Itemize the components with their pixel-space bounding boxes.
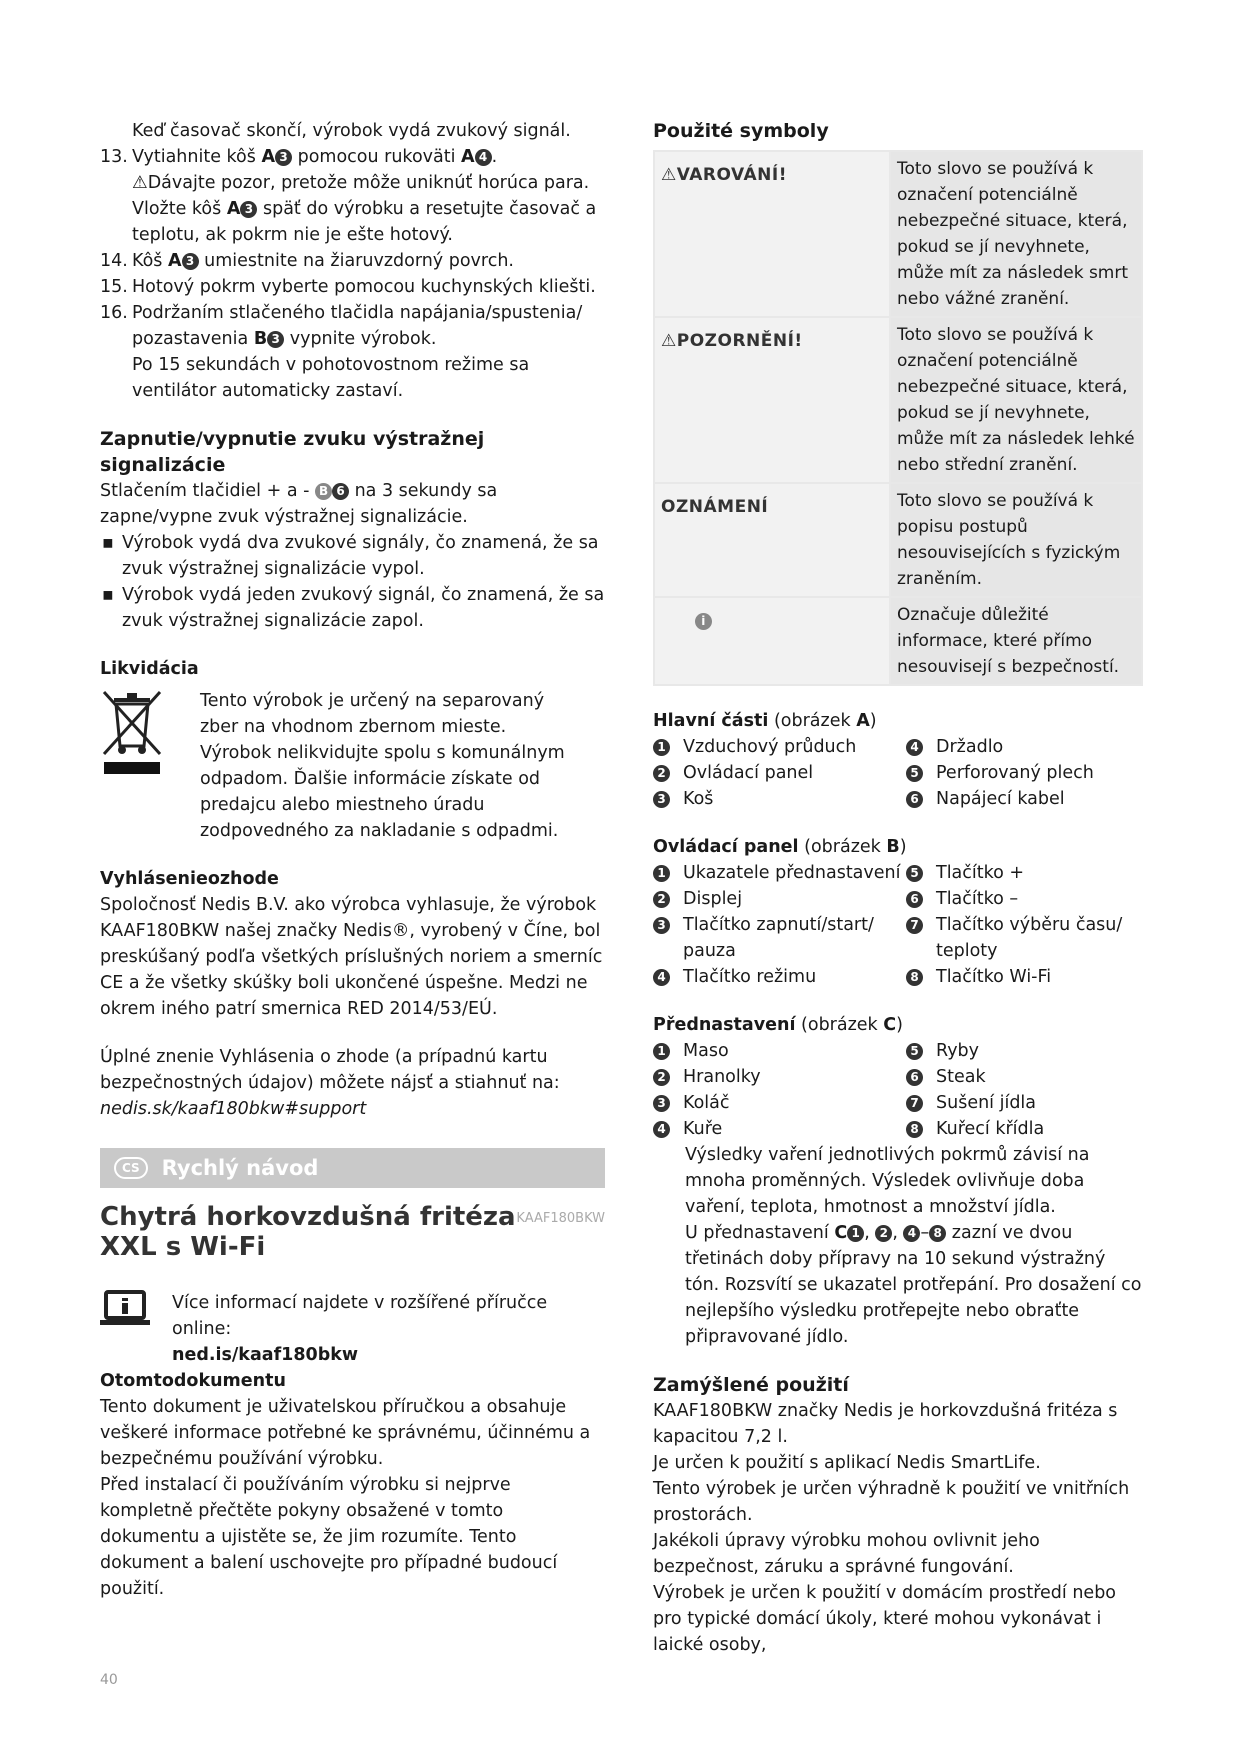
model-number: KAAF180BKW [516,1211,605,1226]
number-badge: 4 [906,739,923,756]
presets-list [653,1038,1143,1142]
number-badge: 6 [906,891,923,908]
list-item: 2 Displej [653,886,906,912]
table-row: ⚠VAROVÁNÍ! Toto slovo se používá k označení potenciálně nebezpečné situace, která, pokud se jí nevyhnete, může mít za následek smrt nebo vážné zranění. [655,152,1141,316]
list-item: 6 Steak [906,1064,1143,1090]
symbols-table [653,150,1143,686]
number-badge: 1 [653,739,670,756]
step-14: 14. Kôš A 3 umiestnite na žiaruvzdorný povrch. [100,251,514,271]
quick-guide-banner [100,1148,605,1188]
number-badge: 2 [653,891,670,908]
conformity-text: Spoločnosť Nedis B.V. ako výrobca vyhlasuje, že výrobok KAAF180BKW našej značky Nedis®, vyrobený v Číne, bol preskúšaný podľa všetkých príslušných noriem a smerníc CE a že všetky skúšky boli ukončené úspešne. Medzi ne okrem iného patrí smernica RED 2014/53/EÚ. [100,895,603,1019]
about-title: Otomtodokumentu [100,1371,286,1391]
number-badge: 1 [653,1043,670,1060]
laptop-info-icon [100,1290,150,1368]
right-column: Použité symboly ⚠VAROVÁNÍ! Toto slovo se používá k označení potenciálně nebezpečné situace, která, pokud se jí nevyhnete, může mít za následek smrt nebo vážné zranění. ⚠POZORNĚNÍ! Toto slovo se používá k označení potenciálně nebezpečné situace, která, pokud se jí nevyhnete, může mít za následek lehké nebo střední zranění. OZNÁMENÍ Toto slovo se používá k popisu postupů nesouvisejících s fyzickým zraněním. i Označuje důležité informace, které přímo nesouvisejí s bezpečností. Hlavní části (obrázek A) 1 Vzduchový průduch 4 Držadlo 2 Ovládací panel 5 Perforovaný plech 3 Koš 6 Napájecí kabel Ovládací panel (obrázek B) 1 Ukazatele přednastavení 5 Tlačítko + 2 Displej 6 Tlačítko – 3 Tlačítko zapnutí/start/ pauza 7 Tlačítko výběru času/ teploty 4 Tlačítko režimu 8 Tlačítko Wi-Fi Přednastavení (obrázek C) 1 Maso 5 Ryby 2 Hranolky 6 Steak 3 Koláč 7 Sušení jídla 4 Kuře 8 Kuřecí křídla Výsledky vaření jednotlivých pokrmů závisí na mnoha proměnných. Výsledek ovlivňuje doba vaření, teplota, hmotnost a množství jídla. U přednastavení C 1 , 2 , 4 – 8 zazní ve dvou třetinách doby přípravy na 10 sekund výstražný tón. Rozsvítí se ukazatel protřepání. Pro dosažení co nejlepšího výsledku protřepejte nebo obraťte připravované jídlo. Zamýšlené použití KAAF180BKW značky Nedis je horkovzdušná fritéza s kapacitou 7,2 l. Je určen k použití s aplikací Nedis SmartLife. Tento výrobek je určen výhradně k použití ve vnitřních prostorách. Jakékoli úpravy výrobku mohou ovlivnit jeho bezpečnost, záruku a správné fungování. Výrobek je určen k použití v domácím prostředí nebo pro typické domácí úkoly, které mohou vykonávat i laické osoby, [653,120,1142,1655]
number-badge: 4 [653,1121,670,1138]
list-item: 3 Koš [653,786,906,812]
step-13: 13. Vytiahnite kôš A 3 pomocou rukoväti A 4 . [100,147,498,167]
online-manual-info: Více informací najdete v rozšířené příručce online: ned.is/kaaf180bkw [100,1290,605,1368]
presets-note-2: U přednastavení C 1 , 2 , 4 – 8 zazní ve dvou třetinách doby přípravy na 10 sekund výstražný tón. Rozsvítí se ukazatel protřepání. Pro dosažení co nejlepšího výsledku protřepejte nebo obraťte připravované jídlo. [685,1223,1142,1347]
about-text-1: Tento dokument je uživatelskou příručkou a obsahuje veškeré informace potřebné ke správnému, účinnému a bezpečnému používání výrobku. [100,1397,591,1469]
conformity-title: Vyhlásenieozhode [100,869,279,889]
symbols-title: Použité symboly [653,120,829,142]
conformity-link[interactable]: nedis.sk/kaaf180bkw#support [100,1099,367,1119]
callout-badge: 3 [240,201,257,218]
callout-badge: 6 [332,483,349,500]
step-16: 16. Podržaním stlačeného tlačidla napájania/spustenia/ pozastavenia B 3 vypnite výrobok. [100,303,583,349]
list-item: ▪ Výrobok vydá jeden zvukový signál, čo znamená, že sa zvuk výstražnej signalizácie zapol. [102,585,605,631]
disposal-block [100,688,605,844]
number-badge: 8 [906,969,923,986]
list-item: 7 Tlačítko výběru času/ teploty [906,912,1143,964]
presets-title: Přednastavení (obrázek C) [653,1015,903,1035]
number-badge: 1 [653,865,670,882]
product-title: Chytrá horkovzdušná fritéza XXL s Wi-Fi KAAF180BKW [100,1202,605,1262]
list-item: 2 Hranolky [653,1064,906,1090]
list-item: 3 Tlačítko zapnutí/start/ pauza [653,912,906,964]
list-item: 4 Kuře [653,1116,906,1142]
number-badge: 7 [906,917,923,934]
number-badge: 7 [906,1095,923,1112]
step-16-note: Po 15 sekundách v pohotovostnom režime sa ventilátor automaticky zastaví. [132,355,530,401]
parts-title: Hlavní části (obrázek A) [653,711,877,731]
step-13-note: Vložte kôš A 3 späť do výrobku a resetujte časovač a teplotu, ak pokrm nie je ešte hotový. [132,199,597,245]
list-item: 8 Kuřecí křídla [906,1116,1143,1142]
page-number: 40 [100,1672,118,1688]
disposal-title: Likvidácia [100,659,199,679]
table-row: i Označuje důležité informace, které přímo nesouvisejí s bezpečností. [655,598,1141,684]
language-badge: CS [114,1157,148,1179]
list-item: 1 Vzduchový průduch [653,734,906,760]
intended-use-title: Zamýšlené použití [653,1374,849,1396]
step-13-warning: ⚠Dávajte pozor, pretože môže uniknúť horúca para. [132,173,590,193]
list-item: ▪ Výrobok vydá dva zvukové signály, čo znamená, že sa zvuk výstražnej signalizácie vypol. [102,533,599,579]
list-item: 5 Tlačítko + [906,860,1143,886]
manual-link[interactable]: ned.is/kaaf180bkw [172,1345,359,1365]
number-badge: 3 [653,791,670,808]
list-item: 1 Maso [653,1038,906,1064]
caution-icon: ⚠ [661,331,677,351]
list-item: 2 Ovládací panel [653,760,906,786]
panel-title: Ovládací panel (obrázek B) [653,837,907,857]
list-item: 6 Tlačítko – [906,886,1143,912]
panel-list [653,860,1143,990]
warning-icon: ⚠ [661,165,677,185]
table-row: ⚠POZORNĚNÍ! Toto slovo se používá k označení potenciálně nebezpečné situace, která, pokud se jí nevyhnete, může mít za následek lehké nebo střední zranění. [655,318,1141,482]
callout-badge: 4 [475,149,492,166]
about-text-2: Před instalací či používáním výrobku si nejprve kompletně přečtěte pokyny obsažené v tomto dokumentu a ujistěte se, že jim rozumíte. Tento dokument a balení uschovejte pro případné budoucí použití. [100,1475,558,1599]
list-item: 8 Tlačítko Wi-Fi [906,964,1143,990]
conformity-text-2: Úplné znenie Vyhlásenia o zhode (a prípadnú kartu bezpečnostných údajov) môžete nájsť a stiahnuť na: [100,1047,560,1093]
number-badge: 5 [906,865,923,882]
list-item: 4 Držadlo [906,734,1143,760]
number-badge: 5 [906,1043,923,1060]
list-item: 4 Tlačítko režimu [653,964,906,990]
callout-badge: 3 [182,253,199,270]
list-item: 5 Ryby [906,1038,1143,1064]
callout-badge: 3 [267,331,284,348]
parts-list [653,734,1143,812]
presets-note-1: Výsledky vaření jednotlivých pokrmů závisí na mnoha proměnných. Výsledek ovlivňuje doba vaření, teplota, hmotnost a množství jídla. [685,1145,1090,1217]
sound-text: Stlačením tlačidiel + a - B 6 na 3 sekundy sa zapne/vypne zvuk výstražnej signalizácie. [100,481,498,527]
number-badge: 2 [653,1069,670,1086]
warning-icon: ⚠ [132,173,148,193]
table-row: OZNÁMENÍ Toto slovo se používá k popisu postupů nesouvisejících s fyzickým zraněním. [655,484,1141,596]
left-column [100,118,605,1602]
callout-badge: 3 [275,149,292,166]
number-badge: 3 [653,1095,670,1112]
step-intro: Keď časovač skončí, výrobok vydá zvukový signál. [132,121,571,141]
list-item: 7 Sušení jídla [906,1090,1143,1116]
sound-section-title: Zapnutie/vypnutie zvuku výstražnej signalizácie [100,428,485,476]
number-badge: 2 [653,765,670,782]
number-badge: 6 [906,791,923,808]
list-item: 6 Napájecí kabel [906,786,1143,812]
disposal-text: Tento výrobok je určený na separovaný zber na vhodnom zbernom mieste. Výrobok nelikvidujte spolu s komunálnym odpadom. Ďalšie informácie získate od predajcu alebo miestneho úradu zodpovedného za nakladanie s odpadmi. [200,691,565,841]
list-item: 5 Perforovaný plech [906,760,1143,786]
number-badge: 5 [906,765,923,782]
callout-badge: B [315,483,332,500]
list-item: 1 Ukazatele přednastavení [653,860,906,886]
weee-bin-icon [100,688,170,844]
info-icon: i [695,613,712,630]
number-badge: 6 [906,1069,923,1086]
number-badge: 8 [906,1121,923,1138]
step-15: 15. Hotový pokrm vyberte pomocou kuchynských kliešti. [100,277,596,297]
number-badge: 3 [653,917,670,934]
banner-title: Rychlý návod [161,1156,319,1180]
number-badge: 4 [653,969,670,986]
list-item: 3 Koláč [653,1090,906,1116]
